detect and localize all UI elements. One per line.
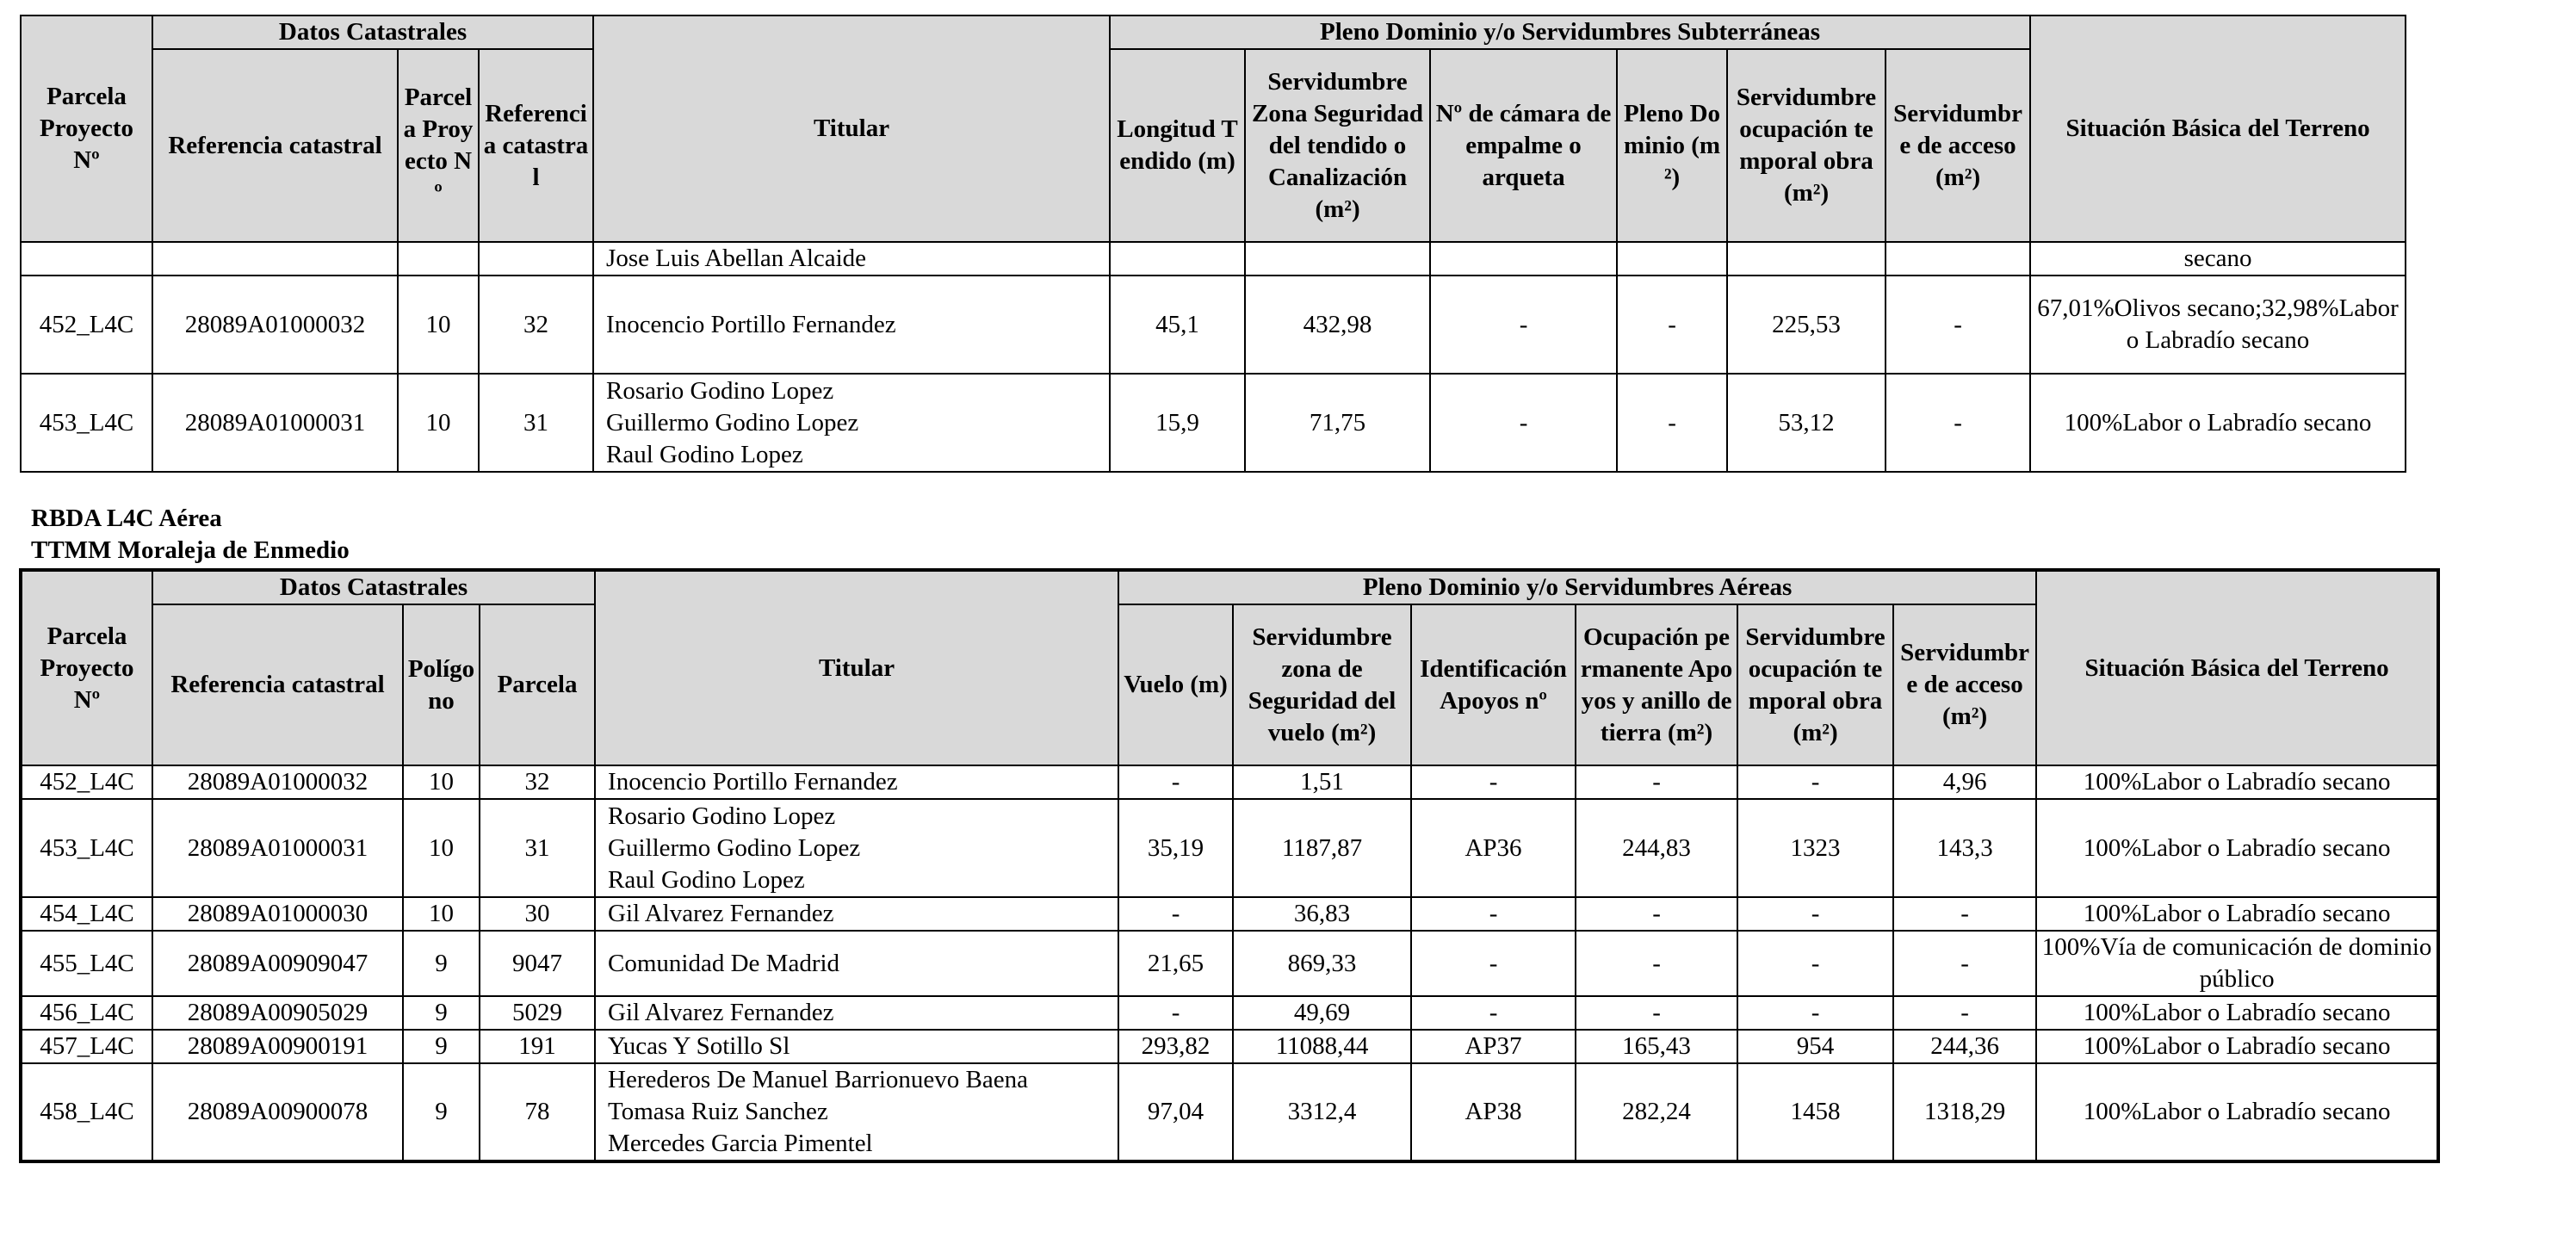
header-parcel-no: Parcela Proyecto Nº bbox=[398, 49, 479, 242]
situation-cell: 67,01%Olivos secano;32,98%Labor o Labradío secano bbox=[2030, 276, 2406, 374]
header-ref: Referencia catastral bbox=[152, 49, 398, 242]
header-group-underground: Pleno Dominio y/o Servidumbres Subterráneas bbox=[1110, 15, 2030, 49]
header-titular: Titular bbox=[595, 570, 1118, 765]
table-row: 452_L4C 28089A01000032 10 32 Inocencio Portillo Fernandez - 1,51 - - - 4,96 100%Labor o Labradío secano bbox=[21, 765, 2438, 799]
header-permanent-occupation: Ocupación permanente Apoyos y anillo de tierra (m²) bbox=[1576, 604, 1737, 765]
table-row: 452_L4C 28089A01000032 10 32 Inocencio Portillo Fernandez 45,1 432,98 - - 225,53 - 67,01%Olivos secano;32,98%Labor o Labradío secano bbox=[21, 276, 2406, 374]
underground-easement-table bbox=[20, 15, 2406, 473]
section-subtitle: TTMM Moraleja de Enmedio bbox=[31, 536, 350, 564]
header-ref-cat: Referencia catastral bbox=[479, 49, 593, 242]
header-security-zone: Servidumbre Zona Seguridad del tendido o Canalización (m²) bbox=[1245, 49, 1430, 242]
situation-cell: 100%Vía de comunicación de dominio público bbox=[2036, 931, 2438, 996]
header-security-zone: Servidumbre zona de Seguridad del vuelo (m²) bbox=[1233, 604, 1411, 765]
header-parcel: Parcela Proyecto Nº bbox=[21, 570, 152, 765]
header-temp-occupation: Servidumbre ocupación temporal obra (m²) bbox=[1727, 49, 1886, 242]
situation-cell: 100%Labor o Labradío secano bbox=[2036, 996, 2438, 1030]
situation-cell: 100%Labor o Labradío secano bbox=[2036, 1030, 2438, 1063]
header-poligono: Polígono bbox=[403, 604, 480, 765]
header-parcela: Parcela bbox=[480, 604, 595, 765]
situation-cell: 100%Labor o Labradío secano bbox=[2036, 765, 2438, 799]
situation-cell: 100%Labor o Labradío secano bbox=[2030, 374, 2406, 472]
table-row: 454_L4C 28089A01000030 10 30 Gil Alvarez Fernandez - 36,83 - - - - 100%Labor o Labradío secano bbox=[21, 897, 2438, 931]
header-group-cadastral: Datos Catastrales bbox=[152, 570, 595, 604]
situation-cell: secano bbox=[2030, 242, 2406, 276]
aerial-easement-table bbox=[19, 568, 2440, 1163]
titular-cell: Rosario Godino Lopez Guillermo Godino Lopez Raul Godino Lopez bbox=[593, 374, 1110, 472]
titular-cell: Yucas Y Sotillo Sl bbox=[595, 1030, 1118, 1063]
table-row bbox=[21, 242, 2406, 276]
header-temp-occupation: Servidumbre ocupación temporal obra (m²) bbox=[1737, 604, 1893, 765]
header-chamber: Nº de cámara de empalme o arqueta bbox=[1430, 49, 1617, 242]
table-row: 456_L4C 28089A00905029 9 5029 Gil Alvarez Fernandez - 49,69 - - - - 100%Labor o Labradío secano bbox=[21, 996, 2438, 1030]
titular-cell: Herederos De Manuel Barrionuevo Baena Tomasa Ruiz Sanchez Mercedes Garcia Pimentel bbox=[595, 1063, 1118, 1161]
situation-cell: 100%Labor o Labradío secano bbox=[2036, 897, 2438, 931]
header-situation: Situación Básica del Terreno bbox=[2030, 15, 2406, 242]
section-title: RBDA L4C Aérea bbox=[31, 505, 222, 532]
header-group-aerial: Pleno Dominio y/o Servidumbres Aéreas bbox=[1118, 570, 2036, 604]
header-support-id: Identificación Apoyos nº bbox=[1411, 604, 1576, 765]
titular-cell: Jose Luis Abellan Alcaide bbox=[593, 242, 1110, 276]
header-access: Servidumbre de acceso (m²) bbox=[1893, 604, 2036, 765]
header-full-domain: Pleno Dominio (m²) bbox=[1617, 49, 1727, 242]
titular-cell: Gil Alvarez Fernandez bbox=[595, 996, 1118, 1030]
header-titular: Titular bbox=[593, 15, 1110, 242]
table-row: 453_L4C 28089A01000031 10 31 Rosario Godino Lopez Guillermo Godino Lopez Raul Godino Lopez 15,9 71,75 - - 53,12 - 100%Labor o Labradío secano bbox=[21, 374, 2406, 472]
titular-cell: Inocencio Portillo Fernandez bbox=[595, 765, 1118, 799]
table-row: 458_L4C 28089A00900078 9 78 Herederos De Manuel Barrionuevo Baena Tomasa Ruiz Sanchez Mercedes Garcia Pimentel 97,04 3312,4 AP38 282,24 1458 1318,29 100%Labor o Labradío secano bbox=[21, 1063, 2438, 1161]
titular-cell: Gil Alvarez Fernandez bbox=[595, 897, 1118, 931]
header-length: Longitud Tendido (m) bbox=[1110, 49, 1245, 242]
situation-cell: 100%Labor o Labradío secano bbox=[2036, 1063, 2438, 1161]
header-group-cadastral: Datos Catastrales bbox=[152, 15, 593, 49]
titular-cell: Inocencio Portillo Fernandez bbox=[593, 276, 1110, 374]
header-parcel: Parcela Proyecto Nº bbox=[21, 15, 152, 242]
table-row: 453_L4C 28089A01000031 10 31 Rosario Godino Lopez Guillermo Godino Lopez Raul Godino Lopez 35,19 1187,87 AP36 244,83 1323 143,3 100%Labor o Labradío secano bbox=[21, 799, 2438, 897]
table-row: 455_L4C 28089A00909047 9 9047 Comunidad De Madrid 21,65 869,33 - - - - 100%Vía de comunicación de dominio público bbox=[21, 931, 2438, 996]
titular-cell: Rosario Godino Lopez Guillermo Godino Lopez Raul Godino Lopez bbox=[595, 799, 1118, 897]
titular-cell: Comunidad De Madrid bbox=[595, 931, 1118, 996]
header-access: Servidumbre de acceso (m²) bbox=[1886, 49, 2030, 242]
header-vuelo: Vuelo (m) bbox=[1118, 604, 1233, 765]
header-situation: Situación Básica del Terreno bbox=[2036, 570, 2438, 765]
situation-cell: 100%Labor o Labradío secano bbox=[2036, 799, 2438, 897]
table-row: 457_L4C 28089A00900191 9 191 Yucas Y Sotillo Sl 293,82 11088,44 AP37 165,43 954 244,36 100%Labor o Labradío secano bbox=[21, 1030, 2438, 1063]
header-ref: Referencia catastral bbox=[152, 604, 403, 765]
